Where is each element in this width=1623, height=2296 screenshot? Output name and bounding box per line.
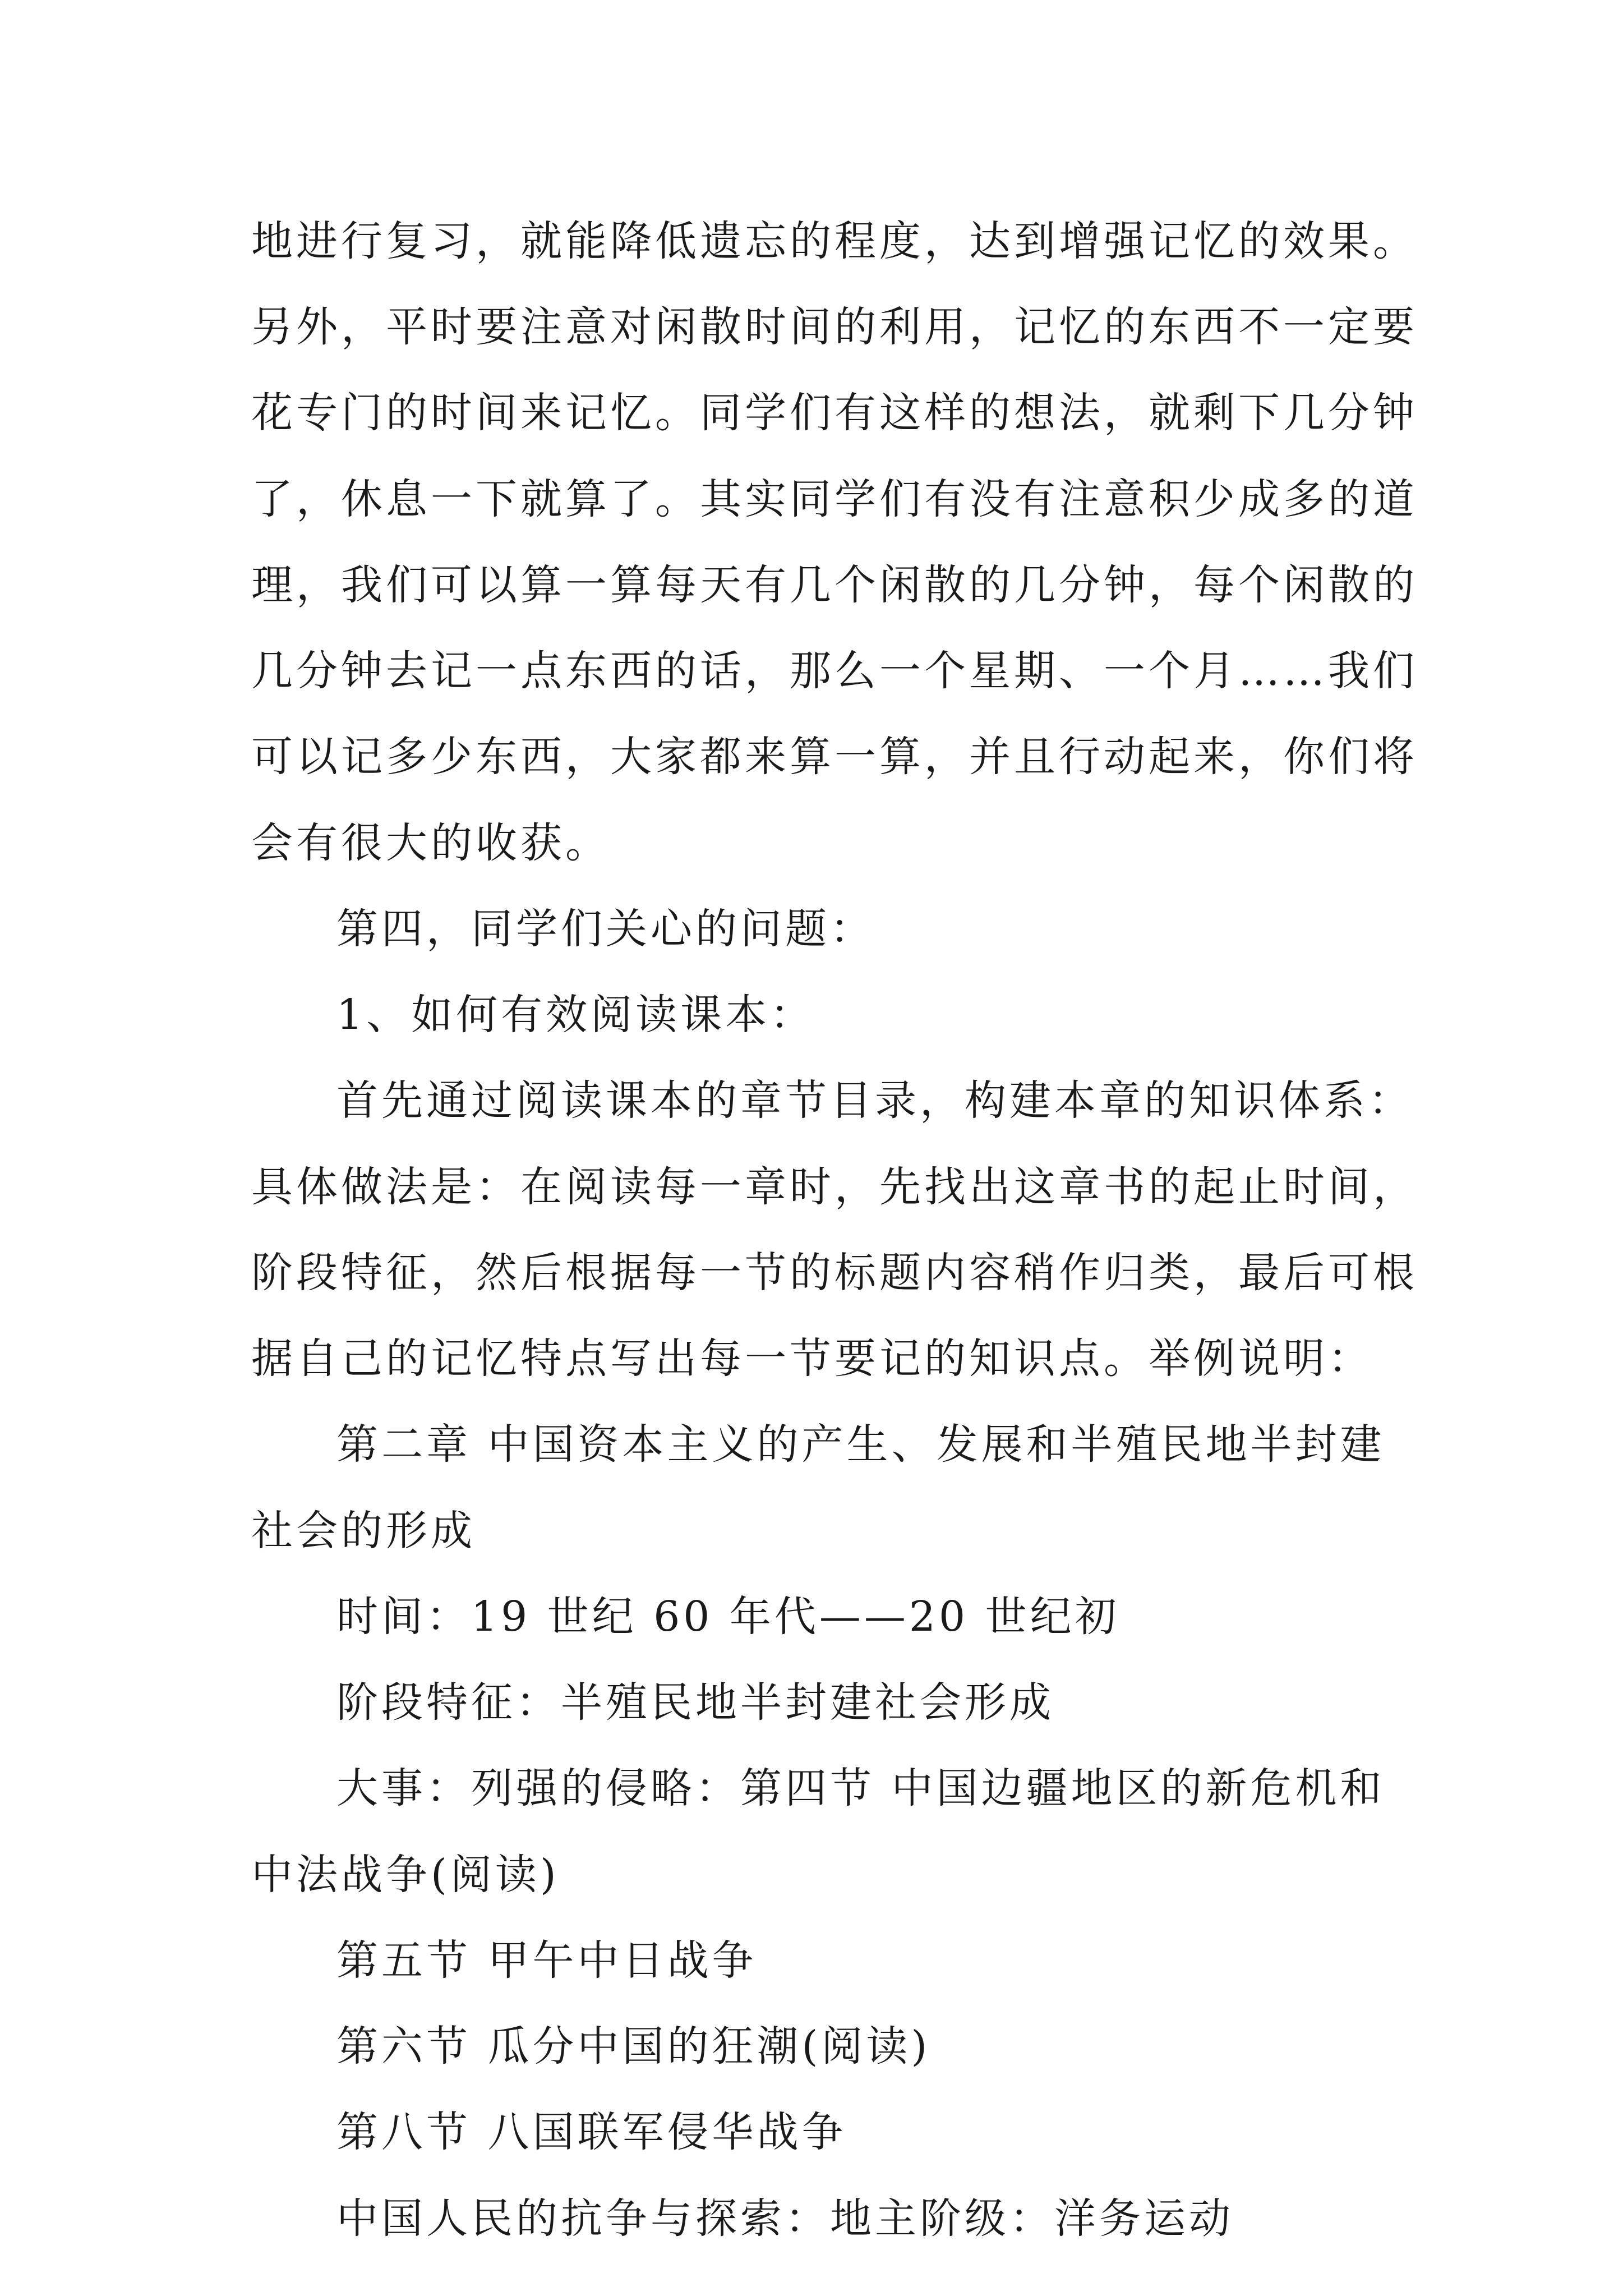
text-line: 时间：19 世纪 60 年代——20 世纪初 (336, 1593, 1120, 1641)
text-line: 几分钟去记一点东西的话，那么一个星期、一个月……我们 (251, 647, 1418, 695)
text-line: 中国人民的抗争与探索：地主阶级：洋务运动 (336, 2194, 1234, 2243)
text-line: 大事：列强的侵略：第四节 中国边疆地区的新危机和 (336, 1764, 1385, 1812)
question-heading: 1、如何有效阅读课本： (336, 991, 815, 1039)
text-line: 理，我们可以算一算每天有几个闲散的几分钟，每个闲散的 (251, 561, 1418, 609)
text-line: 会有很大的收获。 (251, 819, 610, 867)
text-line: 中法战争(阅读) (251, 1851, 560, 1899)
text-line: 据自己的记忆特点写出每一节要记的知识点。举例说明： (251, 1335, 1373, 1383)
text-line: 阶段特征：半殖民地半封建社会形成 (336, 1678, 1054, 1727)
text-line: 具体做法是：在阅读每一章时，先找出这章书的起止时间， (251, 1163, 1418, 1211)
text-line: 了，休息一下就算了。其实同学们有没有注意积少成多的道 (251, 475, 1418, 523)
text-line: 地进行复习，就能降低遗忘的程度，达到增强记忆的效果。 (251, 217, 1418, 265)
text-line: 可以记多少东西，大家都来算一算，并且行动起来，你们将 (251, 733, 1418, 781)
text-line: 阶段特征，然后根据每一节的标题内容稍作归类，最后可根 (251, 1249, 1418, 1297)
chapter-title: 第二章 中国资本主义的产生、发展和半殖民地半封建 (336, 1420, 1385, 1469)
text-line: 花专门的时间来记忆。同学们有这样的想法，就剩下几分钟 (251, 389, 1418, 437)
text-line: 另外，平时要注意对闲散时间的利用，记忆的东西不一定要 (251, 303, 1418, 351)
text-line: 首先通过阅读课本的章节目录，构建本章的知识体系： (336, 1076, 1413, 1125)
chapter-title-cont: 社会的形成 (251, 1507, 476, 1555)
section-heading: 第四，同学们关心的问题： (336, 905, 875, 953)
text-line: 第五节 甲午中日战争 (336, 1936, 757, 1985)
text-line: 第八节 八国联军侵华战争 (336, 2108, 847, 2156)
text-line: 第六节 瓜分中国的狂潮(阅读) (336, 2022, 931, 2070)
